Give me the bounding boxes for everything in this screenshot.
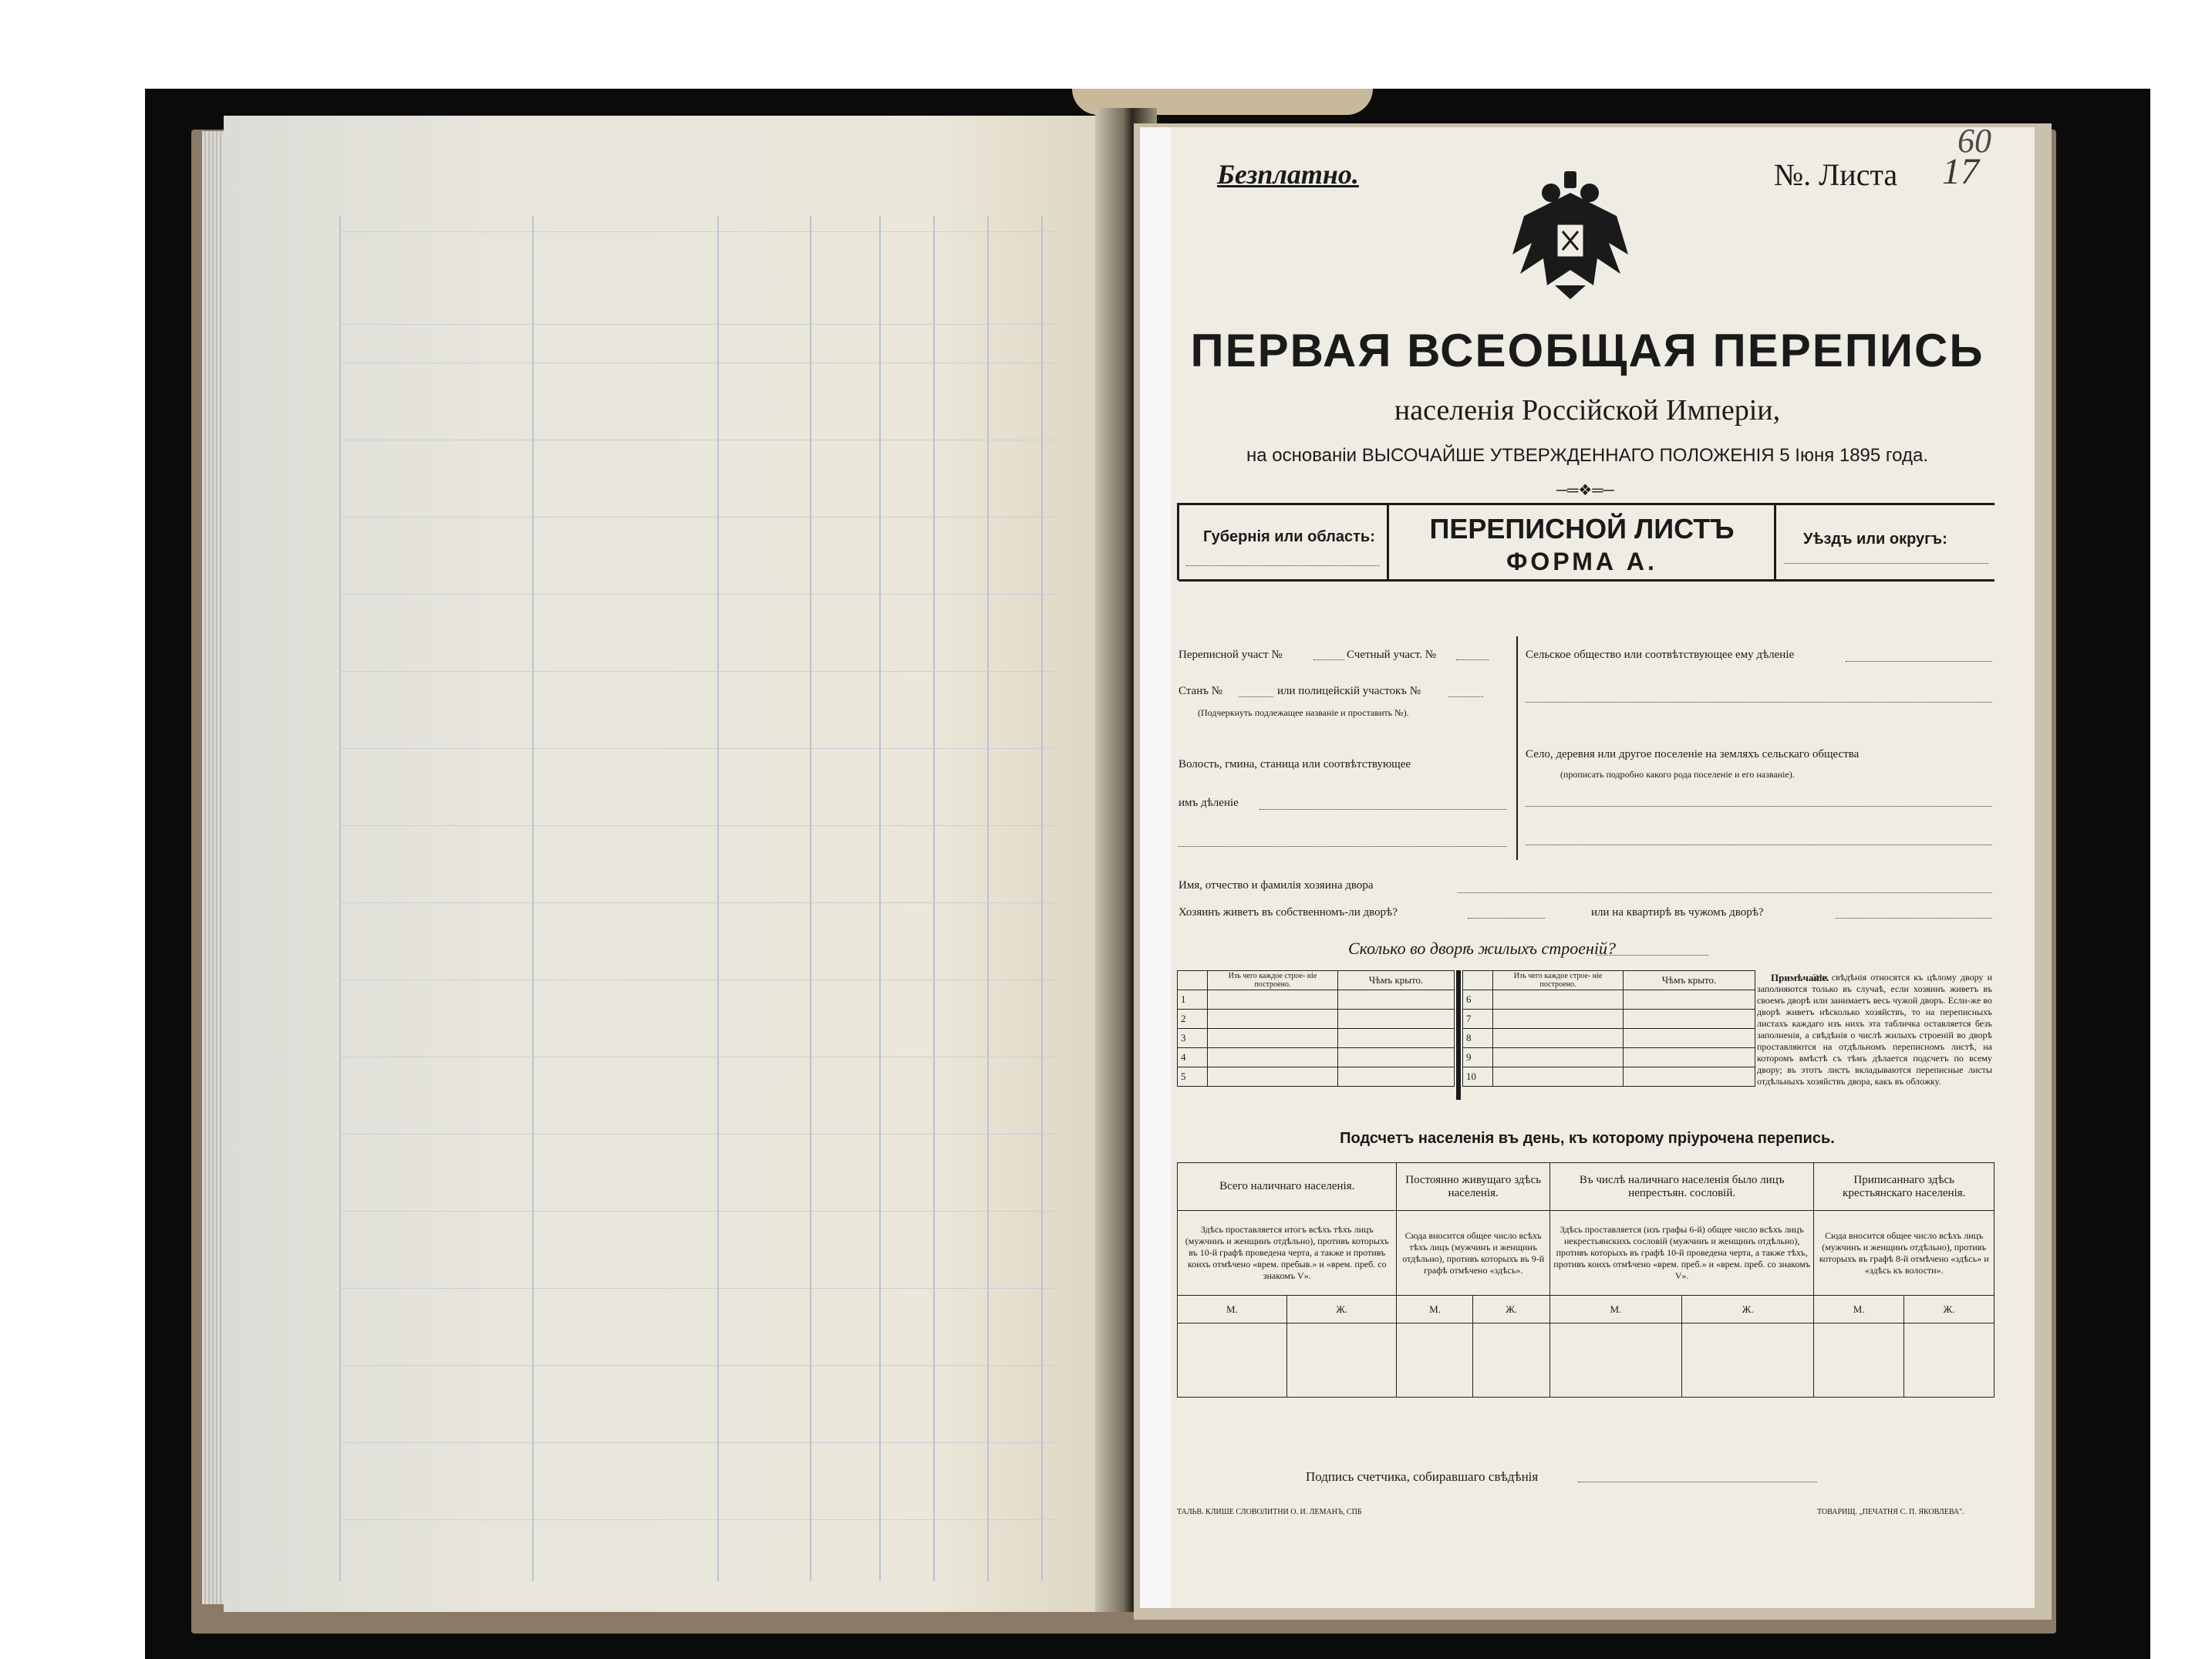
sheet-title: ПЕРЕПИСНОЙ ЛИСТЪ <box>1429 513 1735 545</box>
stan-label: Станъ № <box>1178 685 1223 697</box>
form-name: ФОРМА А. <box>1506 548 1657 575</box>
page-subtitle: населенія Россійской Имперіи, <box>1394 394 1781 427</box>
rural-society-label: Сельское общество или соотвѣтствующее ему дѣленіе <box>1526 649 1795 661</box>
left-page <box>224 116 1103 1612</box>
province-label: Губернія или область: <box>1203 528 1375 545</box>
footer-right: ТОВАРИЩ. „ПЕЧАТНЯ С. П. ЯКОВЛЕВА". <box>1817 1508 1964 1516</box>
village-label: Село, деревня или другое поселеніе на земляхъ сельскаго общества <box>1526 748 1860 760</box>
buildings-table-right: Изъ чего каждое строе- ніе построено. Чѣмъ крыто. 6 7 8 9 10 <box>1462 970 1755 1087</box>
folio-number-handwritten: 60 <box>1957 122 1991 160</box>
district-label: Уѣздъ или округъ: <box>1803 531 1947 548</box>
signature-label: Подпись счетчика, собиравшаго свѣдѣнія <box>1306 1469 1539 1484</box>
paper-strip <box>1140 127 1171 1608</box>
page-basis-line: на основаніи ВЫСОЧАЙШЕ УТВЕРЖДЕННАГО ПОЛОЖЕНІЯ 5 Іюня 1895 года. <box>1246 445 1928 466</box>
population-count-table: Всего наличнаго населенія. Постоянно живущаго здѣсь населенія. Въ числѣ наличнаго населенія было лицъ непрестьян. сословій. Приписаннаго здѣсь крестьянскаго населенія. Здѣсь проставляется итогъ всѣхъ тѣхъ лицъ (мужчинъ и женщинъ отдѣльно), противъ которыхъ въ 10-й графѣ проведена черта, а также и противъ коихъ отмѣчено «врем. пребыв.» и «врем. преб. со знакомъ V». Сюда вносится общее число всѣхъ тѣхъ лицъ (мужчинъ и женщинъ отдѣльно), противъ которыхъ въ 9-й графѣ отмѣчено «здѣсь». Здѣсь проставляется (изъ графы 6-й) общее число всѣхъ лицъ некрестьянскихъ сословій (мужчинъ и женщинъ отдѣльно), противъ которыхъ въ графѣ 10-й проведена черта, а также тѣхъ, противъ коихъ отмѣчено «врем. преб.» и «врем. преб. со знакомъ V». Сюда вносится общее число всѣхъ лицъ (мужчинъ и женщинъ отдѣльно), противъ которыхъ въ графѣ 8-й отмѣчено «здѣсь» и «здѣсь къ волости». М. Ж. М. Ж. М. Ж. М. Ж. <box>1177 1162 1995 1398</box>
page-title: ПЕРВАЯ ВСЕОБЩАЯ ПЕРЕПИСЬ <box>1190 325 1984 376</box>
ornament-divider: ─═❖═─ <box>1556 482 1614 499</box>
footer-left: ТАЛЬВ. КЛИШЕ СЛОВОЛИТНИ О. И. ЛЕМАНЪ, СПБ <box>1177 1508 1362 1516</box>
village-note: (прописать подробно какого рода поселеніе и его названіе). <box>1560 769 1795 780</box>
census-area-label: Переписной участ № <box>1178 649 1283 661</box>
buildings-question: Сколько во дворѣ жилыхъ строеній? <box>1348 939 1616 958</box>
volost-label: Волость, гмина, станица или соотвѣтствующее <box>1178 758 1411 770</box>
volost-label-2: имъ дѣленіе <box>1178 797 1239 809</box>
note-label: Примѣчаніе. <box>1771 972 1829 983</box>
owner-lives-label: Хозяинъ живетъ въ собственномъ-ли дворѣ? <box>1178 906 1398 919</box>
count-title: Подсчетъ населенія въ день, къ которому пріурочена перепись. <box>1340 1130 1835 1147</box>
police-area-label: или полицейскій участокъ № <box>1277 685 1421 697</box>
owner-name-label: Имя, отчество и фамилія хозяина двора <box>1178 879 1374 892</box>
counting-area-label: Счетный участ. № <box>1347 649 1437 661</box>
note-text: Эти свѣдѣнія относятся къ цѣлому двору и заполняются только въ случаѣ, если хозяинъ живетъ въ своемъ дворѣ или занимаетъ весь чужой дворъ. Если-же во дворѣ живетъ нѣсколько хозяйствъ, то на переписныхъ листахъ каждаго изъ нихъ эта табличка оставляется безъ заполненія, а свѣдѣнія о числѣ жилыхъ строеній во дворѣ проставляются на отдѣльномъ переписномъ листѣ, на которомъ вмѣстѣ съ тѣмъ дѣлается подсчетъ по всему двору; въ этотъ листъ вкладываются переписные листы отдѣльныхъ хозяйствъ двора, какъ въ обложку. <box>1757 972 1992 1087</box>
sheet-number-handwritten: 17 <box>1942 151 1979 192</box>
double-headed-eagle-icon <box>1509 170 1632 301</box>
sheet-number-label: №. Листа <box>1774 157 1898 192</box>
free-label: Безплатно. <box>1217 159 1359 190</box>
census-form-page <box>1140 122 2035 1608</box>
buildings-table-left: Изъ чего каждое строе- ніе построено. Чѣмъ крыто. 1 2 3 4 5 <box>1177 970 1455 1087</box>
underline-note: (Подчеркнуть подлежащее названіе и проставить №). <box>1198 707 1409 718</box>
or-rented-label: или на квартирѣ въ чужомъ дворѣ? <box>1591 906 1764 919</box>
